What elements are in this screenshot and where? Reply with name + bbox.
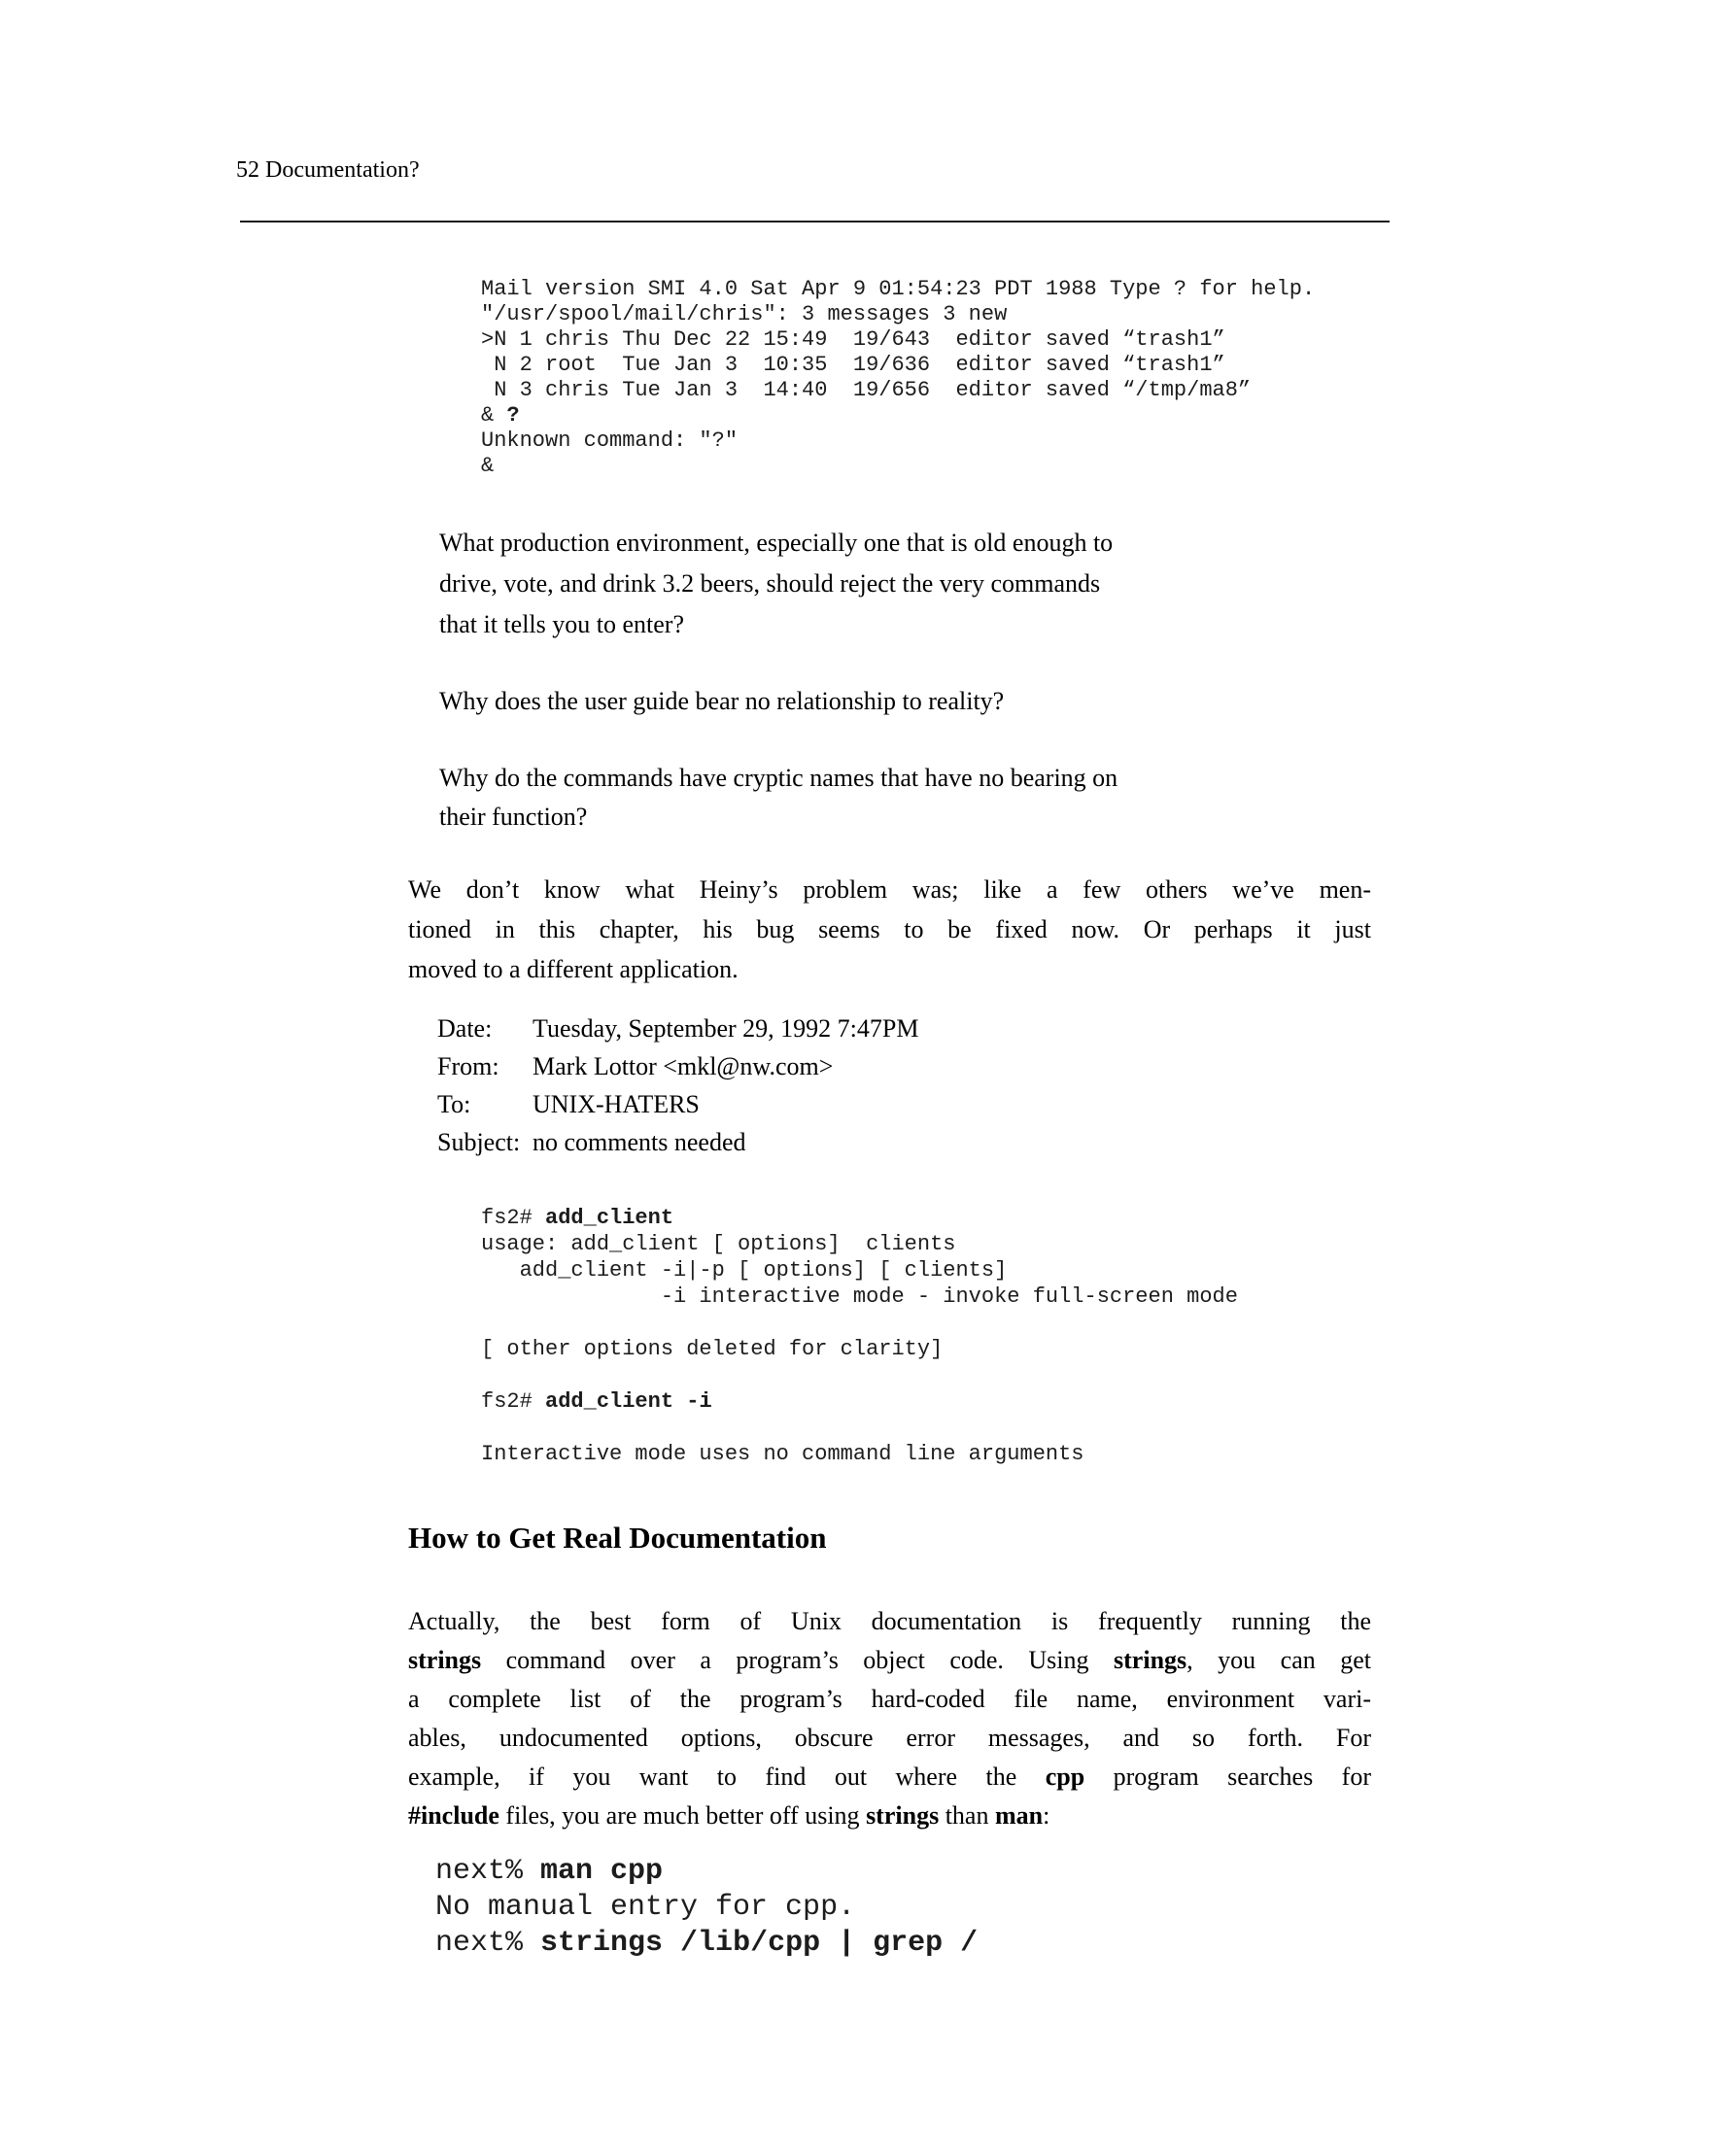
email-header-field-label: Date: (437, 1014, 493, 1043)
text-line: Mail version SMI 4.0 Sat Apr 9 01:54:23 PDT 1988 Type ? for help. (481, 277, 1316, 301)
text-line: We don’t know what Heiny’s problem was; like a few others we’ve men- (408, 875, 1371, 904)
running-head: 52 Documentation? (236, 157, 420, 183)
text-line: Actually, the best form of Unix documentation is frequently running the (408, 1607, 1371, 1635)
text-line: next% man cpp (435, 1855, 664, 1888)
email-header-field-label: Subject: (437, 1128, 521, 1156)
text-line: #include files, you are much better off using strings than man: (408, 1801, 1050, 1830)
text-line: that it tells you to enter? (439, 610, 684, 638)
text-line: -i interactive mode - invoke full-screen mode (481, 1284, 1238, 1309)
text-line: What production environment, especially one that is old enough to (439, 529, 1114, 557)
question-paragraph-1 (439, 523, 1113, 645)
text-line: usage: add_client [ options] clients (481, 1232, 956, 1256)
text-line: & (481, 454, 495, 478)
text-line: drive, vote, and drink 3.2 beers, should reject the very commands (439, 569, 1101, 598)
email-header-row (437, 1010, 918, 1047)
text-line: next% strings /lib/cpp | grep / (435, 1927, 979, 1960)
text-line: No manual entry for cpp. (435, 1891, 856, 1924)
paragraph-strings (408, 1602, 1371, 1835)
text-line (481, 1362, 1238, 1388)
text-line: Why does the user guide bear no relationship to reality? (439, 687, 1005, 715)
text-line: "/usr/spool/mail/chris": 3 messages 3 new (481, 302, 1008, 326)
mail-session-code-block (481, 277, 1315, 479)
text-line: strings command over a program’s object code. Using strings, you can get (408, 1646, 1371, 1674)
text-line: a complete list of the program’s hard-coded file name, environment vari- (408, 1685, 1371, 1713)
email-header-row (437, 1085, 918, 1123)
email-header-field-value: UNIX-HATERS (533, 1090, 700, 1118)
email-header-block (437, 1010, 918, 1161)
email-header-field-value: no comments needed (533, 1128, 746, 1156)
add-client-session-code-block (481, 1205, 1238, 1467)
text-line: Interactive mode uses no command line arguments (481, 1442, 1084, 1466)
text-line: fs2# add_client (481, 1206, 674, 1230)
text-line: fs2# add_client -i (481, 1389, 712, 1414)
text-line: >N 1 chris Thu Dec 22 15:49 19/643 editor saved “trash1” (481, 327, 1225, 352)
text-line: Why do the commands have cryptic names that have no bearing on (439, 764, 1118, 792)
paragraph-heiny (408, 870, 1371, 989)
text-line: example, if you want to find out where the cpp program searches for (408, 1762, 1371, 1791)
email-header-field-label: To: (437, 1090, 471, 1118)
header-rule (240, 221, 1390, 222)
email-header-field-label: From: (437, 1052, 499, 1080)
email-header-row (437, 1123, 918, 1161)
text-line: tioned in this chapter, his bug seems to be fixed now. Or perhaps it just (408, 915, 1371, 943)
section-heading: How to Get Real Documentation (408, 1521, 827, 1555)
cpp-session-code-block (435, 1854, 978, 1962)
text-line: moved to a different application. (408, 955, 739, 983)
email-header-field-value: Mark Lottor <mkl@nw.com> (533, 1052, 834, 1080)
question-paragraph-2 (439, 681, 1004, 722)
text-line: & ? (481, 403, 520, 428)
text-line: [ other options deleted for clarity] (481, 1337, 944, 1361)
text-line: N 3 chris Tue Jan 3 14:40 19/656 editor saved “/tmp/ma8” (481, 378, 1252, 402)
email-header-row (437, 1047, 918, 1085)
text-line (481, 1310, 1238, 1336)
text-line: their function? (439, 803, 588, 831)
email-header-field-value: Tuesday, September 29, 1992 7:47PM (533, 1014, 919, 1043)
text-line: Unknown command: "?" (481, 428, 739, 453)
text-line: ables, undocumented options, obscure error messages, and so forth. For (408, 1724, 1371, 1752)
text-line: N 2 root Tue Jan 3 10:35 19/636 editor saved “trash1” (481, 353, 1225, 377)
text-line (481, 1415, 1238, 1441)
text-line: add_client -i|-p [ options] [ clients] (481, 1258, 1008, 1283)
question-paragraph-3 (439, 759, 1117, 837)
